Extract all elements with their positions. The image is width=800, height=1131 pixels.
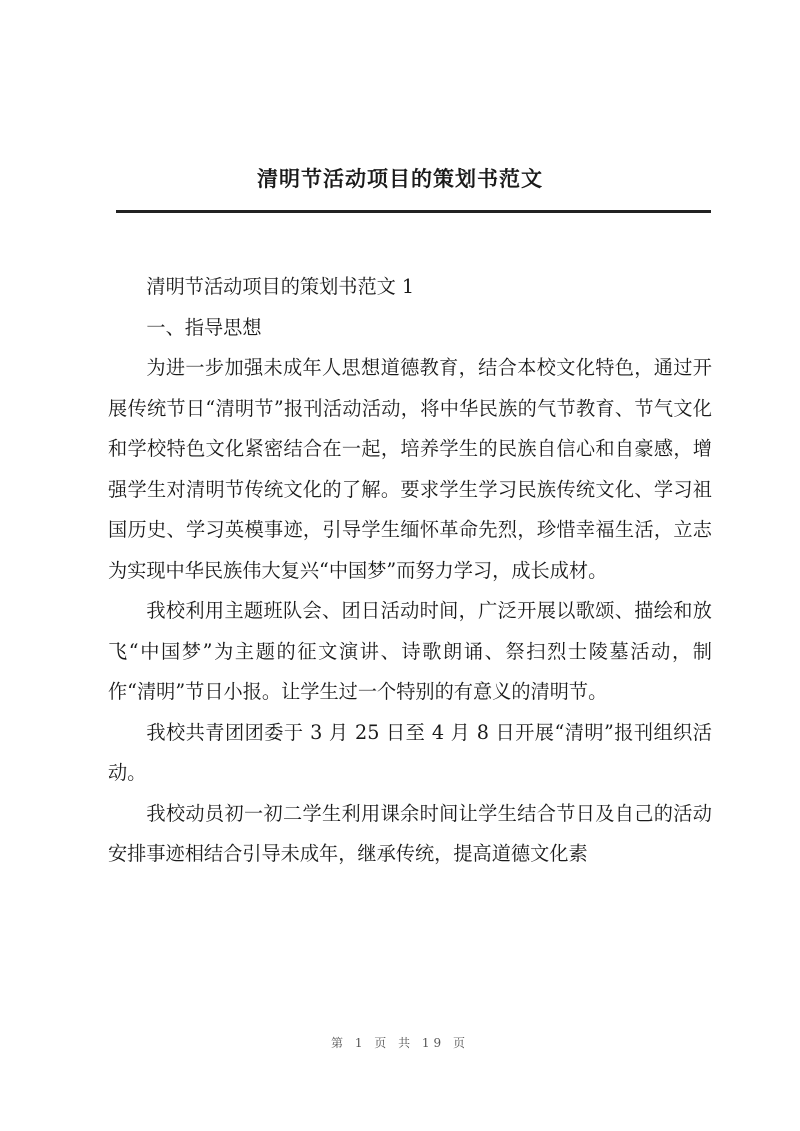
document-body xyxy=(108,267,712,875)
subsection-heading: 一、指导思想 xyxy=(146,315,262,339)
paragraph: 我校动员初一初二学生利用课余时间让学生结合节日及自己的活动安排事迹相结合引导未成年，继承传统，提高道德文化素 xyxy=(108,801,712,865)
paragraph: 我校共青团团委于 3 月 25 日至 4 月 8 日开展“清明”报刊组织活动。 xyxy=(108,720,712,784)
paragraph: 我校利用主题班队会、团日活动时间，广泛开展以歌颂、描绘和放飞“中国梦”为主题的征文演讲、诗歌朗诵、祭扫烈士陵墓活动，制作“清明”节日小报。让学生过一个特别的有意义的清明节。 xyxy=(108,599,712,703)
section-heading: 清明节活动项目的策划书范文 1 xyxy=(146,275,415,298)
paragraph: 为进一步加强未成年人思想道德教育，结合本校文化特色，通过开展传统节日“清明节”报刊活动活动，将中华民族的气节教育、节气文化和学校特色文化紧密结合在一起，培养学生的民族自信心和自豪感，增强学生对清明节传统文化的了解。要求学生学习民族传统文化、学习祖国历史、学习英模事迹，引导学生缅怀革命先烈，珍惜幸福生活，立志为实现中华民族伟大复兴“中国梦”而努力学习，成长成材。 xyxy=(108,356,712,582)
title-divider xyxy=(116,210,711,213)
page-title: 清明节活动项目的策划书范文 xyxy=(257,167,543,191)
page-number-footer: 第 1 页 共 19 页 xyxy=(331,1036,469,1050)
